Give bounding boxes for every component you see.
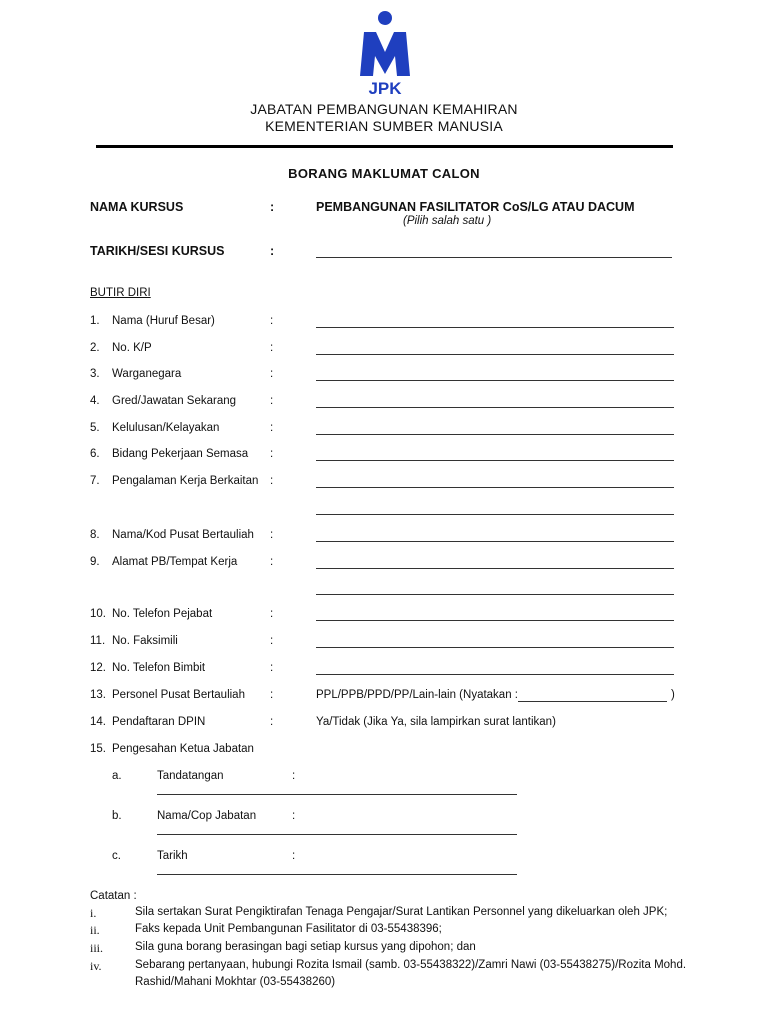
field-colon: : — [270, 395, 274, 407]
field-number: 9. — [90, 556, 100, 568]
field-input-alamat-line2[interactable] — [316, 594, 674, 595]
field-colon: : — [270, 422, 274, 434]
sub-field-letter: b. — [112, 810, 122, 822]
field-number: 7. — [90, 475, 100, 487]
field-colon: : — [270, 662, 274, 674]
course-name-colon: : — [270, 200, 275, 214]
field-label: Kelulusan/Kelayakan — [112, 422, 220, 434]
sub-field-label: Nama/Cop Jabatan — [157, 810, 257, 822]
field-input-pengalaman[interactable] — [316, 487, 674, 488]
field-colon: : — [270, 689, 274, 701]
sub-field-colon: : — [292, 850, 296, 862]
field-input-bidang[interactable] — [316, 460, 674, 461]
field-label: Warganegara — [112, 368, 182, 380]
field-input-alamat[interactable] — [316, 568, 674, 569]
field-label: No. Telefon Bimbit — [112, 662, 206, 674]
field-number: 14. — [90, 716, 106, 728]
agency-name: JABATAN PEMBANGUNAN KEMAHIRAN — [250, 101, 518, 117]
field-colon: : — [270, 529, 274, 541]
note-number: iv. — [90, 959, 102, 973]
field-number: 8. — [90, 529, 100, 541]
note-text: Sila sertakan Surat Pengiktirafan Tenaga Pengajar/Surat Lantikan Personnel yang dikeluarkan oleh JPK; — [135, 906, 668, 918]
field-input-faksimili[interactable] — [316, 647, 674, 648]
field-input-telefon-pejabat[interactable] — [316, 620, 674, 621]
field-number: 11. — [90, 635, 106, 647]
course-date-colon: : — [270, 244, 275, 258]
field-label: Pengesahan Ketua Jabatan — [112, 743, 254, 755]
field-number: 4. — [90, 395, 100, 407]
field-colon: : — [270, 635, 274, 647]
field-label: Pendaftaran DPIN — [112, 716, 206, 728]
field-number: 2. — [90, 342, 100, 354]
course-date-label: TARIKH/SESI KURSUS — [90, 244, 225, 258]
note-number: iii. — [90, 941, 104, 955]
field-label: Nama (Huruf Besar) — [112, 315, 215, 327]
field-colon: : — [270, 342, 274, 354]
field-number: 3. — [90, 368, 100, 380]
field-input-kelulusan[interactable] — [316, 434, 674, 435]
field-colon: : — [270, 608, 274, 620]
note-text: Faks kepada Unit Pembangunan Fasilitator di 03-55438396; — [135, 923, 442, 935]
personel-options: PPL/PPB/PPD/PP/Lain-lain (Nyatakan : — [316, 689, 518, 701]
dpin-options: Ya/Tidak (Jika Ya, sila lampirkan surat lantikan) — [316, 716, 556, 728]
field-label: No. Telefon Pejabat — [112, 608, 213, 620]
jpk-emblem-icon — [356, 10, 414, 96]
field-number: 15. — [90, 743, 106, 755]
field-number: 12. — [90, 662, 106, 674]
field-number: 1. — [90, 315, 100, 327]
field-label: Nama/Kod Pusat Bertauliah — [112, 529, 254, 541]
field-number: 13. — [90, 689, 106, 701]
field-number: 6. — [90, 448, 100, 460]
logo-text: JPK — [368, 79, 402, 96]
course-name-hint: (Pilih salah satu ) — [403, 215, 492, 227]
course-name-value: PEMBANGUNAN FASILITATOR CoS/LG ATAU DACUM — [316, 200, 635, 214]
field-colon: : — [270, 448, 274, 460]
nama-cop-input[interactable] — [157, 834, 517, 835]
field-label: No. Faksimili — [112, 635, 178, 647]
notes-title: Catatan : — [90, 890, 137, 902]
field-colon: : — [270, 556, 274, 568]
field-label: Alamat PB/Tempat Kerja — [112, 556, 238, 568]
sub-field-colon: : — [292, 810, 296, 822]
note-number: i. — [90, 906, 97, 920]
sub-field-colon: : — [292, 770, 296, 782]
form-title: BORANG MAKLUMAT CALON — [288, 166, 480, 181]
sub-field-letter: c. — [112, 850, 121, 862]
field-label: Bidang Pekerjaan Semasa — [112, 448, 249, 460]
tarikh-input[interactable] — [157, 874, 517, 875]
field-colon: : — [270, 315, 274, 327]
field-label: No. K/P — [112, 342, 152, 354]
sub-field-letter: a. — [112, 770, 122, 782]
field-input-warganegara[interactable] — [316, 380, 674, 381]
course-date-input[interactable] — [316, 257, 672, 258]
note-number: ii. — [90, 923, 100, 937]
field-label: Pengalaman Kerja Berkaitan — [112, 475, 259, 487]
field-label: Gred/Jawatan Sekarang — [112, 395, 237, 407]
field-input-kp[interactable] — [316, 354, 674, 355]
note-text-continued: Rashid/Mahani Mokhtar (03-55438260) — [135, 976, 336, 988]
jpk-logo — [356, 10, 414, 96]
note-text: Sila guna borang berasingan bagi setiap kursus yang dipohon; dan — [135, 941, 476, 953]
field-input-pengalaman-line2[interactable] — [316, 514, 674, 515]
field-input-gred[interactable] — [316, 407, 674, 408]
ministry-name: KEMENTERIAN SUMBER MANUSIA — [265, 118, 503, 134]
field-input-telefon-bimbit[interactable] — [316, 674, 674, 675]
course-name-label: NAMA KURSUS — [90, 200, 184, 214]
field-colon: : — [270, 368, 274, 380]
field-colon: : — [270, 716, 274, 728]
field-label: Personel Pusat Bertauliah — [112, 689, 245, 701]
personel-close-paren: ) — [671, 689, 675, 701]
note-text: Sebarang pertanyaan, hubungi Rozita Ismail (samb. 03-55438322)/Zamri Nawi (03-55438275)/Rozita Mohd. — [135, 959, 687, 971]
section-title: BUTIR DIRI — [90, 287, 151, 299]
tandatangan-input[interactable] — [157, 794, 517, 795]
header-divider — [96, 145, 673, 148]
field-number: 5. — [90, 422, 100, 434]
field-input-pusat[interactable] — [316, 541, 674, 542]
field-number: 10. — [90, 608, 106, 620]
sub-field-label: Tandatangan — [157, 770, 224, 782]
sub-field-label: Tarikh — [157, 850, 188, 862]
field-colon: : — [270, 475, 274, 487]
personel-other-input[interactable] — [518, 701, 667, 702]
field-input-nama[interactable] — [316, 327, 674, 328]
